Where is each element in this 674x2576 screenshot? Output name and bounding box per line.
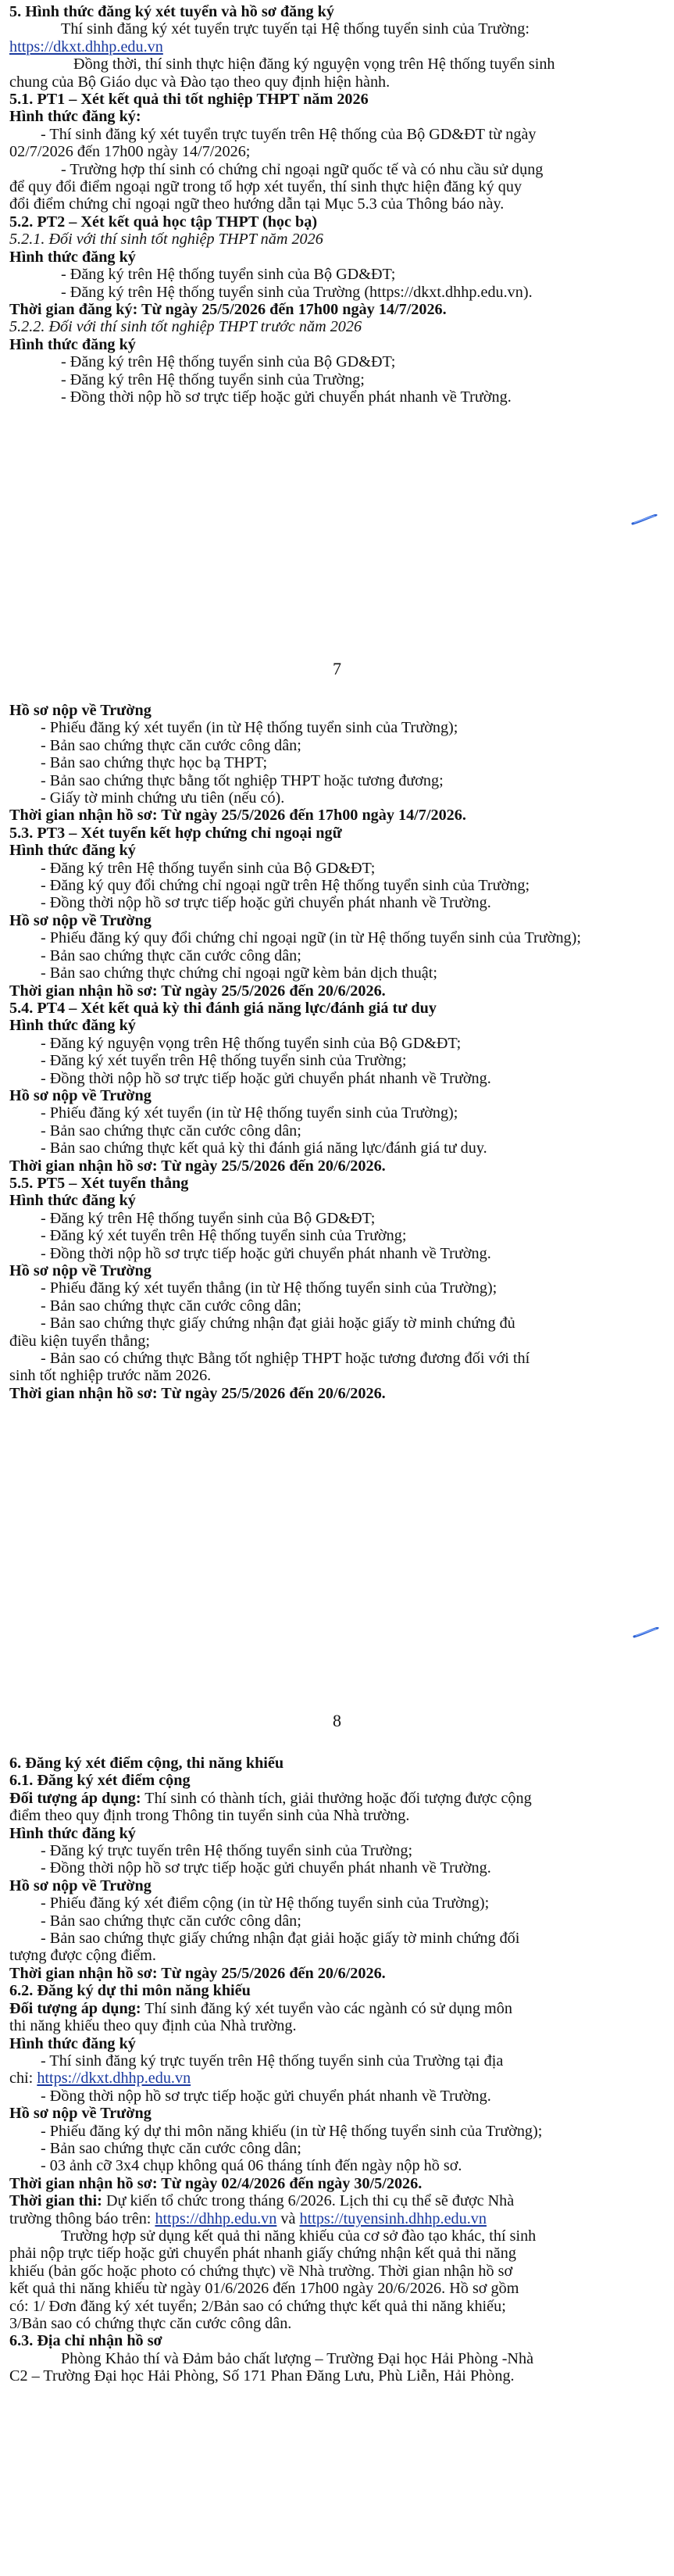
text-line: điều kiện tuyển thẳng;	[9, 1332, 150, 1350]
text-line: - Bản sao chứng thực học bạ THPT;	[41, 754, 268, 772]
text-line: 3/Bản sao có chứng thực căn cước công dân.	[9, 2315, 292, 2332]
url-link[interactable]: https://dkxt.dhhp.edu.vn	[37, 2070, 191, 2088]
text-line: Hồ sơ nộp về Trường	[9, 702, 152, 719]
text-line: Phòng Khảo thí và Đảm bảo chất lượng – Trường Đại học Hải Phòng -Nhà	[61, 2349, 534, 2367]
text-line: - Đăng ký xét tuyển trên Hệ thống tuyển sinh của Trường;	[41, 1227, 407, 1245]
text-line: - Phiếu đăng ký xét điểm cộng (in từ Hệ thống tuyển sinh của Trường);	[41, 1894, 490, 1912]
text-line: Thời gian nhận hồ sơ: Từ ngày 25/5/2026 đến 20/6/2026.	[9, 982, 386, 1000]
document-page-1	[0, 0, 674, 578]
text-line: sinh tốt nghiệp trước năm 2026.	[9, 1367, 212, 1385]
text-line: phải nộp trực tiếp hoặc gửi chuyển phát nhanh giấy chứng nhận kết quả thi năng	[9, 2245, 516, 2263]
text-line: - Đồng thời nộp hồ sơ trực tiếp hoặc gửi chuyển phát nhanh về Trường.	[41, 1069, 491, 1087]
text-line: 6.2. Đăng ký dự thi môn năng khiếu	[9, 1982, 251, 2000]
text-line: - Bản sao chứng thực căn cước công dân;	[41, 1122, 301, 1140]
text-line: 5. Hình thức đăng ký xét tuyển và hồ sơ đăng ký	[9, 3, 334, 20]
text-line: - Đồng thời nộp hồ sơ trực tiếp hoặc gửi chuyển phát nhanh về Trường.	[61, 388, 512, 406]
text-line: - Phiếu đăng ký xét tuyển (in từ Hệ thống tuyển sinh của Trường);	[41, 719, 458, 737]
text-line: điểm theo quy định trong Thông tin tuyển sinh của Nhà trường.	[9, 1807, 410, 1825]
text-line: có: 1/ Đơn đăng ký xét tuyển; 2/Bản sao có chứng thực kết quả thi năng khiếu;	[9, 2297, 506, 2315]
text-line: Hồ sơ nộp về Trường	[9, 1262, 152, 1279]
text-line: - Bản sao chứng thực căn cước công dân;	[41, 1297, 301, 1315]
text-line: 6. Đăng ký xét điểm cộng, thi năng khiếu	[9, 1755, 284, 1772]
text-line: Hình thức đăng ký	[9, 248, 136, 266]
page-2-content	[9, 702, 658, 1402]
text-line: kết quả thi năng khiếu từ ngày 01/6/2026 đến 17h00 ngày 20/6/2026. Hồ sơ gồm	[9, 2280, 519, 2298]
text-line: Hình thức đăng ký	[9, 1824, 136, 1842]
text-line: 5.2. PT2 – Xét kết quả học tập THPT (học bạ)	[9, 213, 318, 231]
text-line: - Bản sao chứng thực bằng tốt nghiệp THPT hoặc tương đương;	[41, 771, 444, 789]
text-line: - Bản sao chứng thực căn cước công dân;	[41, 1912, 301, 1930]
text-line: để quy đổi điểm ngoại ngữ trong tổ hợp xét tuyển, thí sinh thực hiện đăng ký quy	[9, 178, 522, 196]
text-line: - Đăng ký quy đổi chứng chỉ ngoại ngữ trên Hệ thống tuyển sinh của Trường;	[41, 877, 530, 895]
text-line: - Phiếu đăng ký xét tuyển thẳng (in từ Hệ thống tuyển sinh của Trường);	[41, 1279, 497, 1297]
text-line: - Bản sao chứng thực giấy chứng nhận đạt giải hoặc giấy tờ minh chứng đối	[41, 1930, 520, 1948]
label-body: Thí sinh đăng ký xét tuyển vào các ngành có sử dụng môn	[141, 1999, 512, 2017]
text-line: - Phiếu đăng ký quy đổi chứng chỉ ngoại ngữ (in từ Hệ thống tuyển sinh của Trường);	[41, 929, 581, 947]
text-line	[9, 2192, 658, 2209]
text-line: - Thí sinh đăng ký trực tuyến trên Hệ thống tuyển sinh của Trường tại địa	[41, 2052, 504, 2070]
text-line: Hình thức đăng ký	[9, 2034, 136, 2052]
page-number: 7	[333, 659, 341, 678]
text-line	[9, 38, 658, 55]
label-lead: Thời gian thi:	[9, 2192, 102, 2210]
text-line: Hồ sơ nộp về Trường	[9, 1086, 152, 1104]
text-line: 02/7/2026 đến 17h00 ngày 14/7/2026;	[9, 143, 251, 161]
pen-mark-icon	[633, 1627, 659, 1638]
text-line: 5.3. PT3 – Xét tuyển kết hợp chứng chỉ ngoại ngữ	[9, 824, 342, 842]
text-line: - Bản sao chứng thực chứng chỉ ngoại ngữ kèm bản dịch thuật;	[41, 964, 437, 982]
url-link[interactable]: https://dhhp.edu.vn	[155, 2209, 277, 2227]
text-line: đổi điểm chứng chỉ ngoại ngữ theo hướng dẫn tại Mục 5.3 của Thông báo này.	[9, 195, 505, 213]
url-link[interactable]: https://dkxt.dhhp.edu.vn	[9, 38, 163, 55]
text-line: - Bản sao chứng thực căn cước công dân;	[41, 736, 301, 754]
text-line: - Đăng ký nguyện vọng trên Hệ thống tuyển sinh của Bộ GD&ĐT;	[41, 1034, 462, 1052]
url-link[interactable]: https://tuyensinh.dhhp.edu.vn	[299, 2209, 487, 2227]
text-line: 5.2.1. Đối với thí sinh tốt nghiệp THPT năm 2026	[9, 231, 323, 249]
page-3-content	[9, 1755, 658, 2385]
text-line: trường thông báo trên: https://dhhp.edu.vn và https://tuyensinh.dhhp.edu.vn	[9, 2209, 487, 2227]
text-line: Thời gian nhận hồ sơ: Từ ngày 02/4/2026 đến ngày 30/5/2026.	[9, 2174, 423, 2192]
page-1-content	[9, 3, 658, 406]
text-line: Hồ sơ nộp về Trường	[9, 911, 152, 929]
text-line: - Phiếu đăng ký dự thi môn năng khiếu (in từ Hệ thống tuyển sinh của Trường);	[41, 2122, 543, 2140]
page-number: 8	[333, 1711, 341, 1730]
text-line: 5.1. PT1 – Xét kết quả thi tốt nghiệp THPT năm 2026	[9, 91, 369, 109]
text-line: - Đồng thời nộp hồ sơ trực tiếp hoặc gửi chuyển phát nhanh về Trường.	[41, 894, 491, 912]
text-line: Thời gian nhận hồ sơ: Từ ngày 25/5/2026 đến 20/6/2026.	[9, 1157, 386, 1175]
text-line: - Thí sinh đăng ký xét tuyển trực tuyến trên Hệ thống của Bộ GD&ĐT từ ngày	[41, 125, 537, 143]
text-line: Hồ sơ nộp về Trường	[9, 2105, 152, 2123]
text-line: Thời gian nhận hồ sơ: Từ ngày 25/5/2026 đến 20/6/2026.	[9, 1964, 386, 1982]
text-line: - Bản sao có chứng thực Bằng tốt nghiệp THPT hoặc tương đương đối với thí	[41, 1350, 530, 1368]
label-body: Dự kiến tổ chức trong tháng 6/2026. Lịch thi cụ thể sẽ được Nhà	[102, 2192, 515, 2210]
label-body: Thí sinh có thành tích, giải thưởng hoặc đối tượng được cộng	[141, 1789, 532, 1807]
text-line: Hình thức đăng ký	[9, 842, 136, 860]
text-line: 5.5. PT5 – Xét tuyển thẳng	[9, 1174, 189, 1192]
text-line: - 03 ảnh cỡ 3x4 chụp không quá 06 tháng tính đến ngày nộp hồ sơ.	[41, 2157, 462, 2175]
text-line: - Đăng ký trên Hệ thống tuyển sinh của Bộ GD&ĐT;	[41, 1209, 376, 1227]
document-page-2	[0, 578, 674, 1688]
text-line: - Phiếu đăng ký xét tuyển (in từ Hệ thống tuyển sinh của Trường);	[41, 1104, 458, 1122]
text-line	[9, 2000, 658, 2017]
text-line: 5.4. PT4 – Xét kết quả kỳ thi đánh giá năng lực/đánh giá tư duy	[9, 999, 437, 1017]
text-line: - Đăng ký trên Hệ thống tuyển sinh của Bộ GD&ĐT;	[41, 859, 376, 877]
text-line: - Đồng thời nộp hồ sơ trực tiếp hoặc gửi chuyển phát nhanh về Trường.	[41, 1244, 491, 1262]
text-line: chỉ: https://dkxt.dhhp.edu.vn	[9, 2070, 191, 2088]
text-line: - Giấy tờ minh chứng ưu tiên (nếu có).	[41, 789, 285, 807]
label-lead: Đối tượng áp dụng:	[9, 1999, 141, 2017]
document-page-3	[0, 1688, 674, 2576]
text-line: Hình thức đăng ký	[9, 1017, 136, 1035]
text-line: - Bản sao chứng thực kết quả kỳ thi đánh giá năng lực/đánh giá tư duy.	[41, 1140, 487, 1157]
text-line: Hình thức đăng ký	[9, 335, 136, 353]
text-line: khiếu (bản gốc hoặc photo có chứng thực) về Nhà trường. Thời gian nhận hồ sơ	[9, 2262, 513, 2280]
text-line: - Đăng ký trên Hệ thống tuyển sinh của Bộ GD&ĐT;	[61, 353, 396, 371]
text-line: Trường hợp sử dụng kết quả thi năng khiếu của cơ sở đào tạo khác, thí sinh	[61, 2227, 537, 2245]
text-line: - Đồng thời nộp hồ sơ trực tiếp hoặc gửi chuyển phát nhanh về Trường.	[41, 1859, 491, 1877]
text-line: Thời gian nhận hồ sơ: Từ ngày 25/5/2026 đến 17h00 ngày 14/7/2026.	[9, 807, 466, 825]
text-line: tượng được cộng điểm.	[9, 1947, 156, 1965]
text-line: - Trường hợp thí sinh có chứng chỉ ngoại ngữ quốc tế và có nhu cầu sử dụng	[61, 160, 544, 178]
text-line: Thời gian nhận hồ sơ: Từ ngày 25/5/2026 đến 20/6/2026.	[9, 1384, 386, 1402]
text-line: Đồng thời, thí sinh thực hiện đăng ký nguyện vọng trên Hệ thống tuyển sinh	[73, 55, 555, 73]
text-line: - Bản sao chứng thực căn cước công dân;	[41, 946, 301, 964]
text-line: 6.1. Đăng ký xét điểm cộng	[9, 1772, 191, 1790]
text-line: - Đồng thời nộp hồ sơ trực tiếp hoặc gửi chuyển phát nhanh về Trường.	[41, 2087, 491, 2105]
text-line: - Đăng ký trên Hệ thống tuyển sinh của Trường;	[61, 370, 365, 388]
text-line: - Bản sao chứng thực giấy chứng nhận đạt giải hoặc giấy tờ minh chứng đủ	[41, 1315, 515, 1333]
text-line: chung của Bộ Giáo dục và Đào tạo theo quy định hiện hành.	[9, 73, 390, 91]
text-line: Hồ sơ nộp về Trường	[9, 1877, 152, 1894]
text-line: - Bản sao chứng thực căn cước công dân;	[41, 2139, 301, 2157]
text-line: - Đăng ký trực tuyến trên Hệ thống tuyển sinh của Trường;	[41, 1842, 413, 1860]
text-line: - Đăng ký trên Hệ thống tuyển sinh của Bộ GD&ĐT;	[61, 266, 396, 284]
text-line: Thời gian đăng ký: Từ ngày 25/5/2026 đến 17h00 ngày 14/7/2026.	[9, 300, 447, 318]
text-line: Thí sinh đăng ký xét tuyển trực tuyến tại Hệ thống tuyển sinh của Trường:	[61, 20, 530, 38]
text-line: - Đăng ký trên Hệ thống tuyển sinh của Trường (https://dkxt.dhhp.edu.vn).	[61, 283, 533, 301]
label-lead: Đối tượng áp dụng:	[9, 1789, 141, 1807]
text-line	[9, 1790, 658, 1807]
text-line: 5.2.2. Đối với thí sinh tốt nghiệp THPT trước năm 2026	[9, 318, 362, 336]
text-line: 6.3. Địa chỉ nhận hồ sơ	[9, 2332, 162, 2350]
text-line: thi năng khiếu theo quy định của Nhà trường.	[9, 2017, 297, 2035]
pen-mark-icon	[631, 514, 658, 525]
text-line: Hình thức đăng ký	[9, 1192, 136, 1210]
text-line: Hình thức đăng ký:	[9, 108, 141, 126]
text-line: - Đăng ký xét tuyển trên Hệ thống tuyển sinh của Trường;	[41, 1052, 407, 1070]
text-line: C2 – Trường Đại học Hải Phòng, Số 171 Phan Đăng Lưu, Phù Liễn, Hải Phòng.	[9, 2367, 515, 2385]
